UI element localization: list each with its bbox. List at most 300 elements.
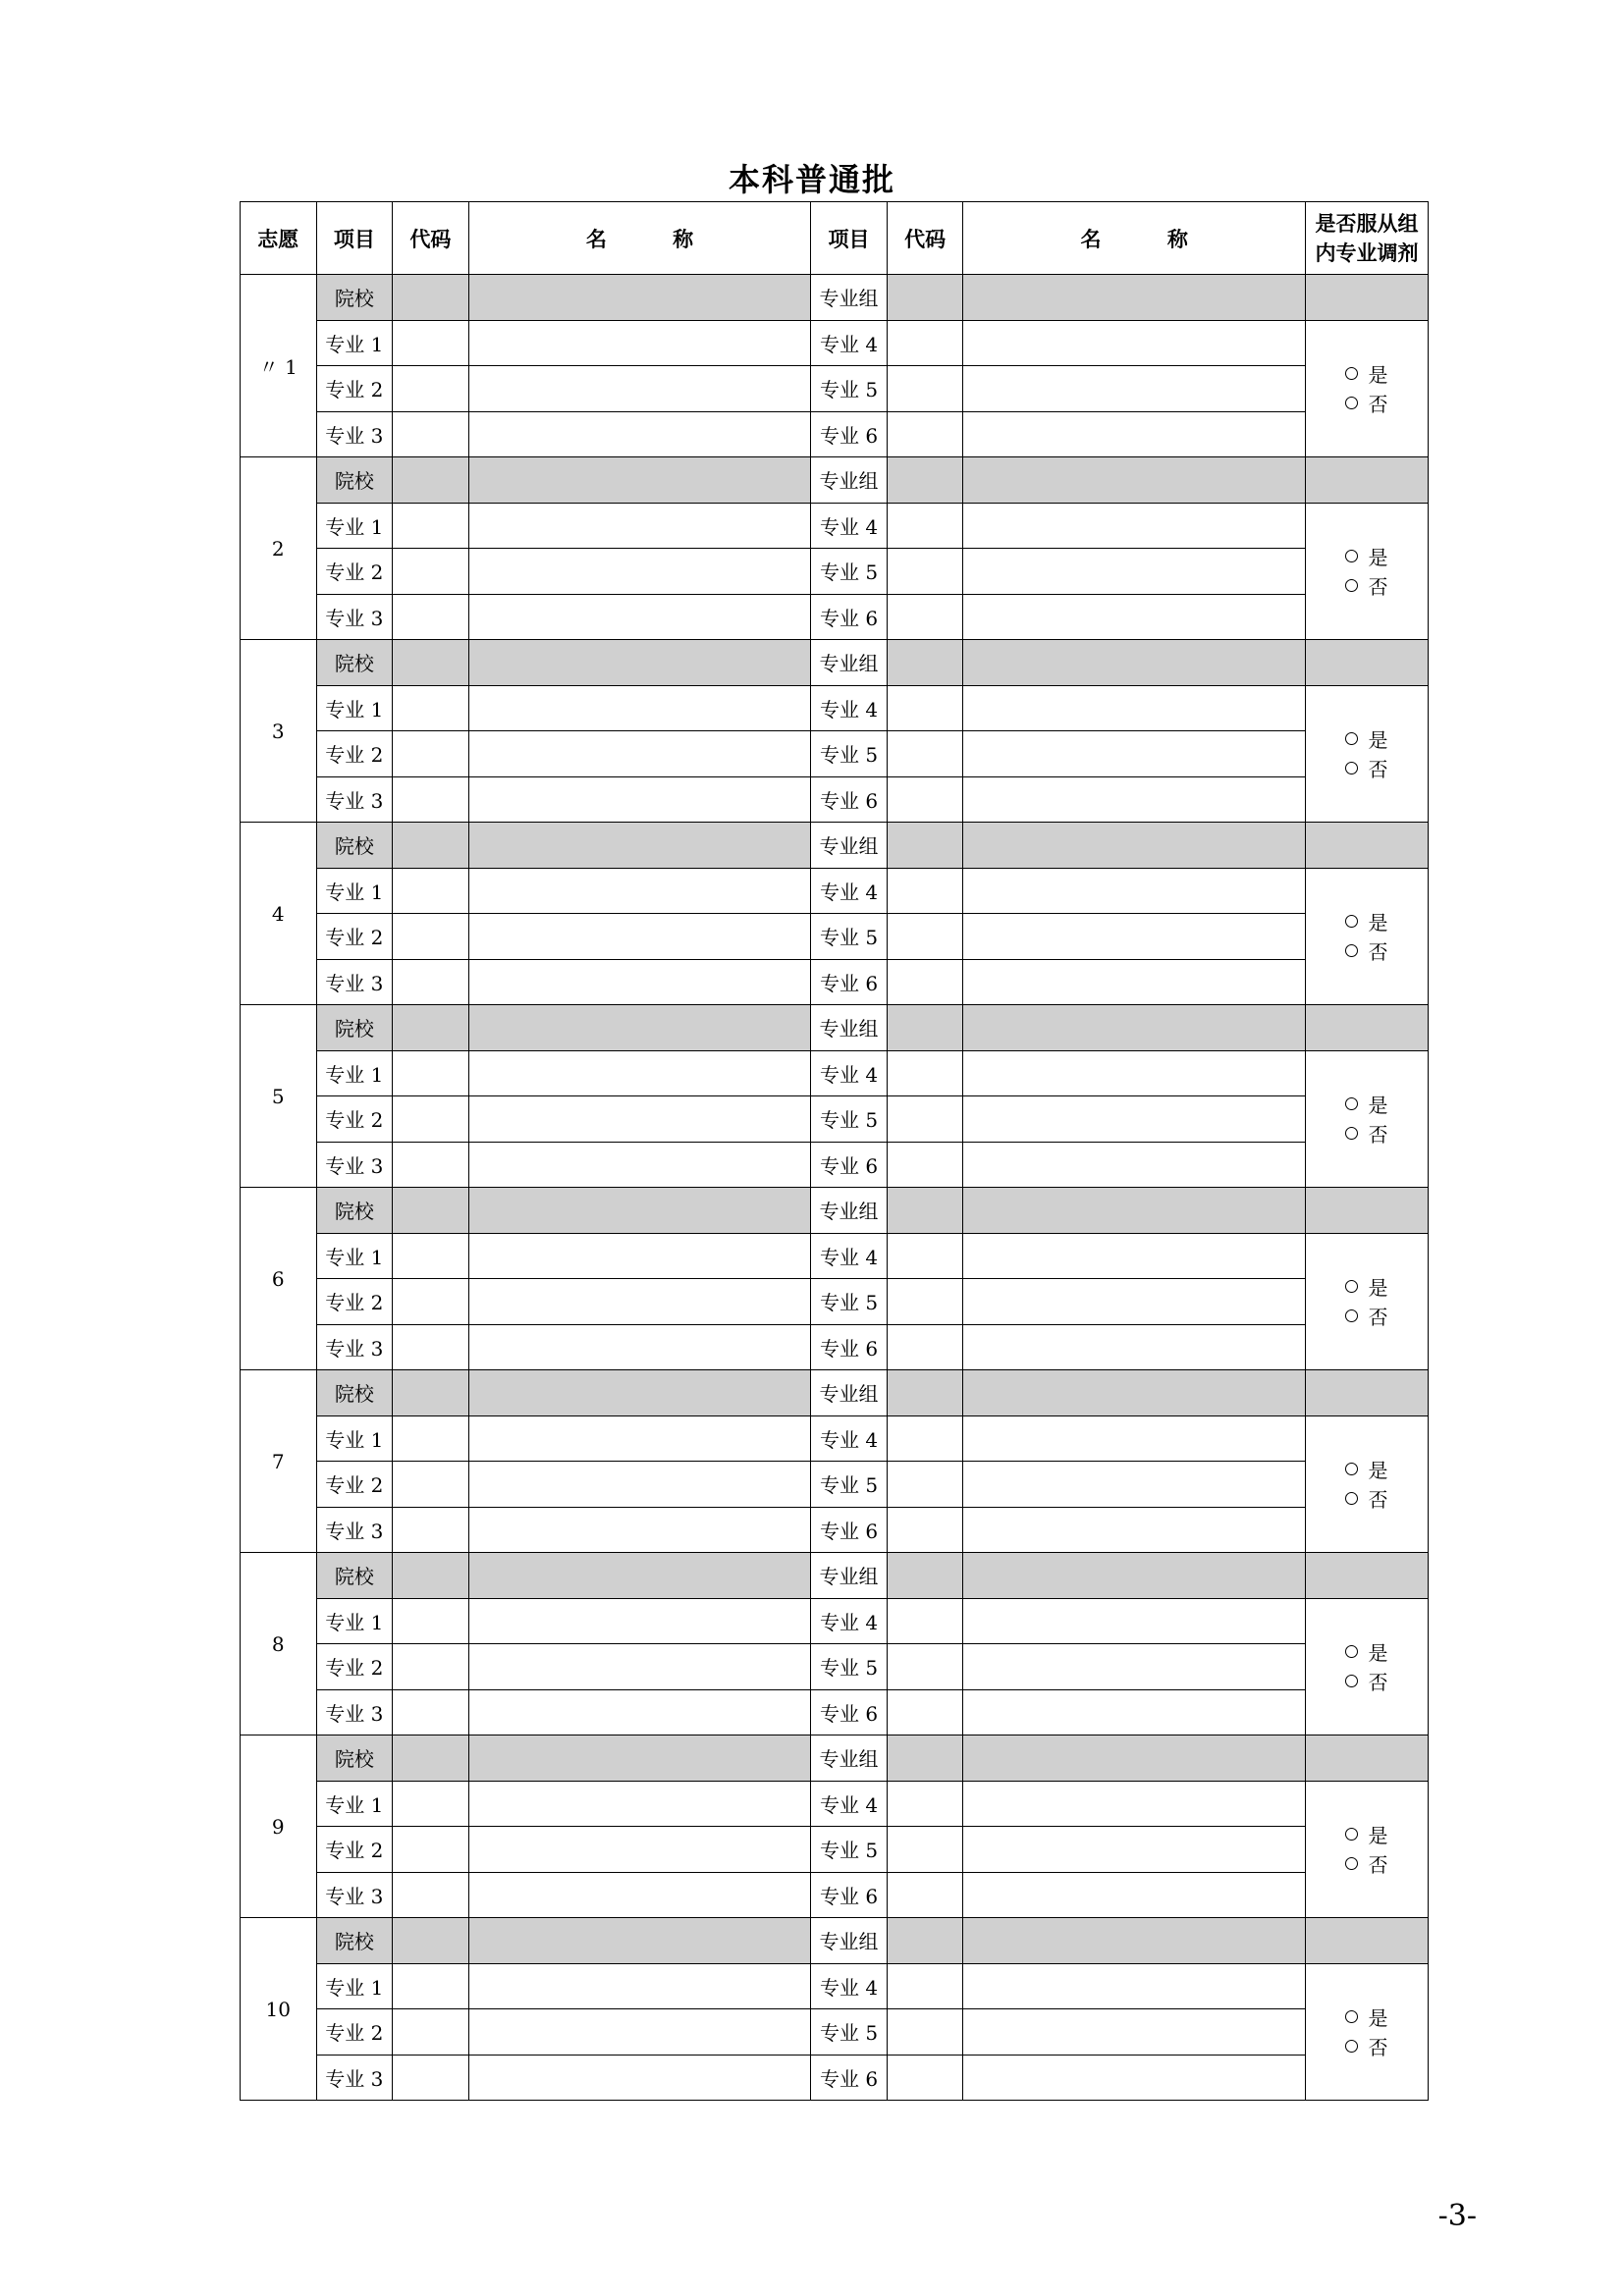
major-code-field-right[interactable] [887,1781,963,1827]
major-code-field-right[interactable] [887,1827,963,1873]
major-name-field-left[interactable] [468,503,811,549]
major-code-field-left[interactable] [393,1142,469,1188]
radio-circle-icon[interactable] [1345,1492,1358,1505]
group-name-field[interactable] [963,1553,1306,1599]
major-code-field-left[interactable] [393,776,469,823]
school-code-field[interactable] [393,457,469,504]
no-label: 否 [1368,393,1388,417]
radio-circle-icon[interactable] [1345,367,1358,380]
group-name-field[interactable] [963,1918,1306,1964]
adjust-yes-option[interactable] [1306,1455,1428,1484]
school-name-field[interactable] [468,275,811,321]
major-code-field-right[interactable] [887,1279,963,1325]
major-code-field-left[interactable] [393,320,469,366]
radio-circle-icon[interactable] [1345,1645,1358,1658]
group-code-field[interactable] [887,275,963,321]
major-code-field-right[interactable] [887,1324,963,1370]
major-name-field-left[interactable] [468,868,811,914]
major-name-field-right[interactable] [963,594,1306,640]
school-code-field[interactable] [393,1005,469,1051]
major-name-field-left[interactable] [468,411,811,457]
adjust-options [1305,1781,1428,1918]
group-name-field[interactable] [963,1370,1306,1416]
major-code-field-left[interactable] [393,594,469,640]
school-label: 院校 [316,1735,393,1782]
major-code-field-right[interactable] [887,366,963,412]
group-code-field[interactable] [887,640,963,686]
major-code-field-left[interactable] [393,731,469,777]
major-label-left: 专业 3 [316,594,393,640]
major-code-field-left[interactable] [393,1462,469,1508]
major-label-left: 专业 2 [316,731,393,777]
major-code-field-left[interactable] [393,1324,469,1370]
radio-circle-icon[interactable] [1345,2010,1358,2023]
major-name-field-left[interactable] [468,1233,811,1279]
major-code-field-right[interactable] [887,1142,963,1188]
major-code-field-right[interactable] [887,1050,963,1096]
major-code-field-left[interactable] [393,685,469,731]
major-name-field-right[interactable] [963,1142,1306,1188]
choice-major-row [241,959,1429,1005]
school-name-field[interactable] [468,823,811,869]
major-code-field-left[interactable] [393,1781,469,1827]
radio-circle-icon[interactable] [1345,1857,1358,1870]
adjust-yes-option[interactable] [1306,1272,1428,1302]
major-name-field-right[interactable] [963,776,1306,823]
choice-school-row [241,640,1429,686]
major-code-field-left[interactable] [393,503,469,549]
adjust-header-spacer [1305,823,1428,869]
major-code-field-right[interactable] [887,914,963,960]
choice-number: 7 [241,1370,317,1553]
major-code-field-right[interactable] [887,959,963,1005]
header-xiangmu-2: 项目 [811,202,888,275]
group-name-field[interactable] [963,1005,1306,1051]
adjust-yes-option[interactable] [1306,542,1428,571]
major-code-field-left[interactable] [393,868,469,914]
major-name-field-left[interactable] [468,1415,811,1462]
adjust-no-option[interactable] [1306,1302,1428,1331]
major-name-field-left[interactable] [468,1598,811,1644]
header-adjust-line2: 内专业调剂 [1315,240,1419,265]
adjust-header-spacer [1305,1370,1428,1416]
adjust-header-spacer [1305,457,1428,504]
group-name-field[interactable] [963,1188,1306,1234]
radio-circle-icon[interactable] [1345,732,1358,745]
no-label: 否 [1368,1306,1388,1330]
major-name-field-left[interactable] [468,776,811,823]
school-code-field[interactable] [393,1553,469,1599]
major-name-field-left[interactable] [468,549,811,595]
school-code-field[interactable] [393,275,469,321]
major-name-field-right[interactable] [963,1872,1306,1918]
major-label-right: 专业 5 [811,1096,888,1143]
major-name-field-right[interactable] [963,1689,1306,1735]
major-name-field-right[interactable] [963,1462,1306,1508]
major-name-field-left[interactable] [468,2009,811,2056]
major-label-left: 专业 2 [316,1462,393,1508]
choice-major-row [241,1142,1429,1188]
school-code-field[interactable] [393,1370,469,1416]
radio-circle-icon[interactable] [1345,1280,1358,1293]
major-code-field-right[interactable] [887,411,963,457]
school-label: 院校 [316,1005,393,1051]
radio-circle-icon[interactable] [1345,579,1358,592]
major-code-field-right[interactable] [887,731,963,777]
major-label-right: 专业 5 [811,914,888,960]
school-label: 院校 [316,1918,393,1964]
adjust-no-option[interactable] [1306,1849,1428,1879]
group-label: 专业组 [811,823,888,869]
major-label-left: 专业 3 [316,1142,393,1188]
group-code-field[interactable] [887,1188,963,1234]
major-label-right: 专业 5 [811,1279,888,1325]
adjust-no-option[interactable] [1306,571,1428,601]
major-name-field-left[interactable] [468,2055,811,2101]
major-code-field-right[interactable] [887,594,963,640]
group-code-field[interactable] [887,1918,963,1964]
major-name-field-right[interactable] [963,1644,1306,1690]
school-code-field[interactable] [393,823,469,869]
major-name-field-left[interactable] [468,914,811,960]
major-name-field-right[interactable] [963,1415,1306,1462]
major-name-field-right[interactable] [963,868,1306,914]
major-code-field-left[interactable] [393,1963,469,2009]
major-label-right: 专业 6 [811,1324,888,1370]
major-name-field-right[interactable] [963,1598,1306,1644]
major-code-field-right[interactable] [887,503,963,549]
group-code-field[interactable] [887,823,963,869]
choice-number: 3 [241,640,317,823]
major-name-field-right[interactable] [963,914,1306,960]
choice-major-row [241,731,1429,777]
choice-school-row [241,1735,1429,1782]
group-label: 专业组 [811,1188,888,1234]
major-code-field-left[interactable] [393,1827,469,1873]
radio-circle-icon[interactable] [1345,1828,1358,1841]
major-name-field-left[interactable] [468,959,811,1005]
major-label-right: 专业 6 [811,411,888,457]
major-name-field-left[interactable] [468,1644,811,1690]
radio-circle-icon[interactable] [1345,550,1358,562]
major-name-field-right[interactable] [963,411,1306,457]
radio-circle-icon[interactable] [1345,397,1358,409]
major-code-field-left[interactable] [393,366,469,412]
school-name-field[interactable] [468,1370,811,1416]
major-label-right: 专业 6 [811,1872,888,1918]
major-name-field-right[interactable] [963,549,1306,595]
group-name-field[interactable] [963,823,1306,869]
major-name-field-right[interactable] [963,366,1306,412]
major-label-right: 专业 6 [811,1689,888,1735]
major-code-field-right[interactable] [887,1096,963,1143]
major-code-field-right[interactable] [887,2055,963,2101]
major-name-field-left[interactable] [468,1096,811,1143]
choice-major-row [241,2055,1429,2101]
group-code-field[interactable] [887,1005,963,1051]
school-name-field[interactable] [468,1005,811,1051]
school-label: 院校 [316,457,393,504]
major-label-left: 专业 1 [316,1233,393,1279]
school-name-field[interactable] [468,1188,811,1234]
group-label: 专业组 [811,275,888,321]
major-label-right: 专业 4 [811,1963,888,2009]
major-label-left: 专业 3 [316,776,393,823]
major-name-field-left[interactable] [468,1872,811,1918]
major-name-field-right[interactable] [963,1324,1306,1370]
major-label-right: 专业 6 [811,1507,888,1553]
major-code-field-left[interactable] [393,1644,469,1690]
yes-label: 是 [1368,1824,1388,1848]
major-name-field-right[interactable] [963,1781,1306,1827]
radio-circle-icon[interactable] [1345,944,1358,957]
choice-number: 6 [241,1188,317,1370]
major-name-field-left[interactable] [468,1507,811,1553]
adjust-no-option[interactable] [1306,754,1428,783]
yes-label: 是 [1368,363,1388,388]
school-code-field[interactable] [393,1918,469,1964]
major-name-field-right[interactable] [963,503,1306,549]
group-label: 专业组 [811,640,888,686]
major-name-field-left[interactable] [468,1279,811,1325]
major-label-right: 专业 4 [811,1781,888,1827]
school-label: 院校 [316,1370,393,1416]
major-code-field-left[interactable] [393,549,469,595]
major-label-left: 专业 3 [316,411,393,457]
major-name-field-left[interactable] [468,320,811,366]
major-code-field-right[interactable] [887,320,963,366]
group-label: 专业组 [811,1370,888,1416]
major-label-right: 专业 5 [811,549,888,595]
major-code-field-right[interactable] [887,1644,963,1690]
major-label-left: 专业 3 [316,1324,393,1370]
major-code-field-left[interactable] [393,1689,469,1735]
choice-major-row [241,1324,1429,1370]
major-name-field-left[interactable] [468,366,811,412]
choice-major-row [241,366,1429,412]
radio-circle-icon[interactable] [1345,762,1358,774]
volunteer-form-table [240,201,1429,2101]
major-name-field-right[interactable] [963,1507,1306,1553]
group-name-field[interactable] [963,1735,1306,1782]
major-code-field-right[interactable] [887,1963,963,2009]
major-label-left: 专业 3 [316,2055,393,2101]
major-label-left: 专业 2 [316,914,393,960]
major-name-field-left[interactable] [468,594,811,640]
adjust-header-spacer [1305,1005,1428,1051]
major-name-field-right[interactable] [963,2055,1306,2101]
adjust-no-option[interactable] [1306,936,1428,966]
choice-major-row [241,868,1429,914]
choice-school-row [241,1370,1429,1416]
adjust-yes-option[interactable] [1306,359,1428,389]
choice-number: 8 [241,1553,317,1735]
radio-circle-icon[interactable] [1345,1127,1358,1140]
choice-major-row [241,1050,1429,1096]
major-code-field-left[interactable] [393,914,469,960]
no-label: 否 [1368,2036,1388,2060]
major-name-field-right[interactable] [963,1963,1306,2009]
header-mingcheng: 名 称 [468,202,811,275]
major-code-field-left[interactable] [393,411,469,457]
yes-label: 是 [1368,1459,1388,1483]
school-name-field[interactable] [468,1553,811,1599]
major-code-field-right[interactable] [887,685,963,731]
major-code-field-left[interactable] [393,1415,469,1462]
adjust-no-option[interactable] [1306,1119,1428,1148]
major-code-field-right[interactable] [887,1462,963,1508]
choice-major-row [241,1462,1429,1508]
major-name-field-left[interactable] [468,1324,811,1370]
major-label-left: 专业 3 [316,1689,393,1735]
major-code-field-right[interactable] [887,1507,963,1553]
major-label-right: 专业 5 [811,1644,888,1690]
adjust-yes-option[interactable] [1306,2002,1428,2032]
major-name-field-left[interactable] [468,1142,811,1188]
group-name-field[interactable] [963,640,1306,686]
school-code-field[interactable] [393,640,469,686]
major-label-left: 专业 2 [316,1279,393,1325]
adjust-no-option[interactable] [1306,1667,1428,1696]
major-code-field-left[interactable] [393,1050,469,1096]
major-label-right: 专业 4 [811,1050,888,1096]
major-code-field-left[interactable] [393,1096,469,1143]
major-label-left: 专业 1 [316,1781,393,1827]
major-label-left: 专业 3 [316,959,393,1005]
major-label-left: 专业 1 [316,320,393,366]
adjust-no-option[interactable] [1306,389,1428,418]
group-name-field[interactable] [963,275,1306,321]
school-code-field[interactable] [393,1188,469,1234]
choice-major-row [241,1872,1429,1918]
major-code-field-right[interactable] [887,868,963,914]
major-code-field-left[interactable] [393,1598,469,1644]
radio-circle-icon[interactable] [1345,2040,1358,2053]
yes-label: 是 [1368,1094,1388,1118]
major-name-field-left[interactable] [468,1781,811,1827]
major-label-right: 专业 6 [811,776,888,823]
choice-school-row [241,1188,1429,1234]
major-code-field-left[interactable] [393,959,469,1005]
group-name-field[interactable] [963,457,1306,504]
major-name-field-right[interactable] [963,685,1306,731]
adjust-yes-option[interactable] [1306,724,1428,754]
major-label-left: 专业 2 [316,1644,393,1690]
major-label-right: 专业 4 [811,503,888,549]
choice-school-row [241,1918,1429,1964]
major-code-field-right[interactable] [887,1598,963,1644]
major-code-field-left[interactable] [393,1507,469,1553]
major-label-right: 专业 5 [811,2009,888,2056]
major-code-field-left[interactable] [393,2055,469,2101]
header-adjust-line1: 是否服从组 [1315,210,1419,236]
major-label-right: 专业 4 [811,1415,888,1462]
major-name-field-right[interactable] [963,1827,1306,1873]
radio-circle-icon[interactable] [1345,1309,1358,1322]
major-name-field-left[interactable] [468,1689,811,1735]
adjust-yes-option[interactable] [1306,907,1428,936]
school-name-field[interactable] [468,640,811,686]
group-code-field[interactable] [887,1553,963,1599]
major-code-field-right[interactable] [887,776,963,823]
major-code-field-right[interactable] [887,2009,963,2056]
choice-major-row [241,1598,1429,1644]
choice-number: 〃 1 [241,275,317,457]
major-label-right: 专业 4 [811,868,888,914]
adjust-no-option[interactable] [1306,2032,1428,2061]
major-name-field-right[interactable] [963,1279,1306,1325]
major-name-field-right[interactable] [963,1096,1306,1143]
major-name-field-right[interactable] [963,1050,1306,1096]
choice-major-row [241,320,1429,366]
major-label-left: 专业 1 [316,1963,393,2009]
major-name-field-left[interactable] [468,731,811,777]
major-name-field-left[interactable] [468,1462,811,1508]
group-code-field[interactable] [887,1735,963,1782]
major-code-field-right[interactable] [887,1872,963,1918]
major-label-right: 专业 6 [811,1142,888,1188]
major-name-field-right[interactable] [963,731,1306,777]
major-name-field-right[interactable] [963,2009,1306,2056]
major-name-field-right[interactable] [963,1233,1306,1279]
adjust-yes-option[interactable] [1306,1637,1428,1667]
choice-school-row [241,823,1429,869]
major-code-field-right[interactable] [887,1233,963,1279]
choice-major-row [241,1507,1429,1553]
choice-number: 10 [241,1918,317,2101]
adjust-no-option[interactable] [1306,1484,1428,1514]
major-code-field-right[interactable] [887,1415,963,1462]
major-name-field-right[interactable] [963,320,1306,366]
school-label: 院校 [316,640,393,686]
major-code-field-right[interactable] [887,549,963,595]
page-title: 本科普通批 [728,161,895,198]
major-label-right: 专业 5 [811,731,888,777]
major-name-field-left[interactable] [468,1827,811,1873]
major-code-field-right[interactable] [887,1689,963,1735]
radio-circle-icon[interactable] [1345,915,1358,928]
group-code-field[interactable] [887,1370,963,1416]
major-code-field-left[interactable] [393,2009,469,2056]
adjust-yes-option[interactable] [1306,1090,1428,1119]
major-label-left: 专业 2 [316,549,393,595]
school-name-field[interactable] [468,457,811,504]
major-name-field-left[interactable] [468,1963,811,2009]
radio-circle-icon[interactable] [1345,1463,1358,1475]
school-label: 院校 [316,1553,393,1599]
major-code-field-left[interactable] [393,1279,469,1325]
adjust-options [1305,1963,1428,2101]
choice-major-row [241,594,1429,640]
choice-major-row [241,1415,1429,1462]
school-name-field[interactable] [468,1918,811,1964]
radio-circle-icon[interactable] [1345,1675,1358,1687]
major-label-right: 专业 4 [811,320,888,366]
major-code-field-left[interactable] [393,1233,469,1279]
adjust-options [1305,685,1428,823]
school-code-field[interactable] [393,1735,469,1782]
group-code-field[interactable] [887,457,963,504]
radio-circle-icon[interactable] [1345,1097,1358,1110]
adjust-yes-option[interactable] [1306,1820,1428,1849]
yes-label: 是 [1368,911,1388,935]
major-code-field-left[interactable] [393,1872,469,1918]
major-name-field-right[interactable] [963,959,1306,1005]
major-name-field-left[interactable] [468,685,811,731]
school-name-field[interactable] [468,1735,811,1782]
major-name-field-left[interactable] [468,1050,811,1096]
major-label-left: 专业 1 [316,503,393,549]
